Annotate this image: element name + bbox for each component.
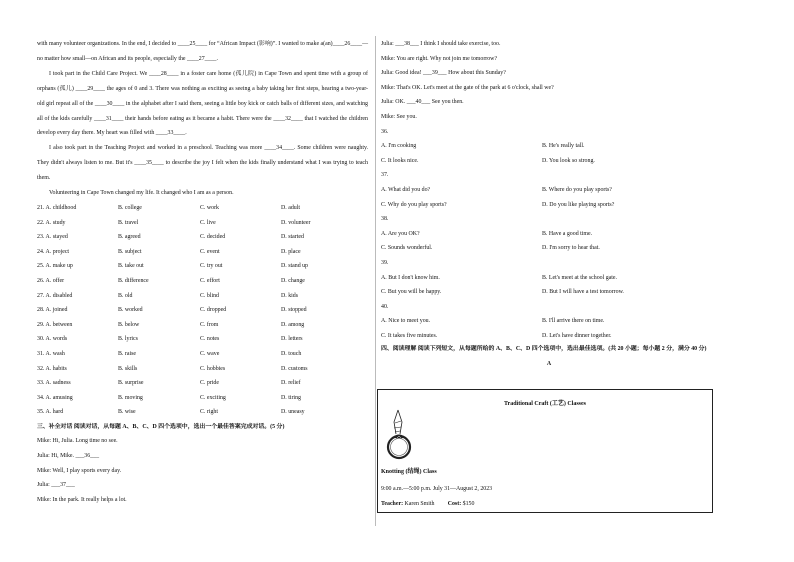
craft-name: Knotting (结绳) Class bbox=[381, 469, 437, 475]
option: C. Why do you play sports? bbox=[381, 201, 447, 208]
option-row-26 bbox=[37, 274, 368, 289]
cloze-options bbox=[37, 201, 368, 420]
option: D. kids bbox=[281, 292, 299, 299]
option: B. skills bbox=[118, 365, 138, 372]
option: B. lyrics bbox=[118, 336, 138, 343]
option-row-29 bbox=[37, 318, 368, 333]
dialogue-line: Mike: In the park. It really helps a lot. bbox=[37, 496, 127, 503]
option: A. But I don't know him. bbox=[381, 274, 440, 281]
dialogue-line: Julia: OK. ___40___ See you then. bbox=[381, 99, 464, 106]
option: C. try out bbox=[200, 263, 223, 270]
passage-paragraph-2: I took part in the Child Care Project. We ____28____ in a foster care home (孤儿院) in Cape Town and spent time with a group of orphans (孤儿) ____29____ the ages of 0 and 3. There was nothing as exciting as seeing a baby taking her first steps, hearing a two-year-old girl repeat all of the ____30____ in the alphabet after I said them, seeing a little boy kick or catch balls of different sizes, and watching all of the kids carefully ____31____ their hands before eating as it became a habit. There were the ____32____ that I watched the children develop every day there. My heart was filled with ____33____. bbox=[37, 70, 368, 137]
option: D. touch bbox=[281, 350, 302, 357]
option: C. live bbox=[200, 219, 216, 226]
option: C. blind bbox=[200, 292, 219, 299]
option: D. adult bbox=[281, 204, 300, 211]
option: D. Do you like playing sports? bbox=[542, 201, 615, 208]
option: B. wise bbox=[118, 409, 136, 416]
option-row bbox=[381, 139, 717, 154]
option: 24. A. project bbox=[37, 248, 70, 255]
teacher-cost-line bbox=[381, 501, 474, 507]
option-row-33 bbox=[37, 376, 368, 391]
cost-label: Cost: bbox=[447, 501, 462, 507]
option-row bbox=[381, 285, 717, 300]
option: C. decided bbox=[200, 234, 226, 241]
option: D. change bbox=[281, 277, 305, 284]
option-row bbox=[381, 271, 717, 286]
option-row-32 bbox=[37, 362, 368, 377]
option: D. letters bbox=[281, 336, 303, 343]
option: 22. A. study bbox=[37, 219, 66, 226]
option-row-22 bbox=[37, 216, 368, 231]
option-row bbox=[381, 198, 717, 213]
option: D. You look so strong. bbox=[542, 157, 595, 164]
dialogue-line: Julia: ___37___ bbox=[37, 482, 75, 489]
passage-paragraph-3: I also took part in the Teaching Project and worked in a preschool. Teaching was more ____34____. Some children were naughty. They didn't always listen to me. But it's ____35____ to describe the joy I felt when the kids finally understand what I was trying to teach them. bbox=[37, 145, 368, 182]
option: C. exciting bbox=[200, 394, 226, 401]
option: B. He's really tall. bbox=[542, 143, 585, 150]
option-row bbox=[381, 154, 717, 169]
option: 27. A. disabled bbox=[37, 292, 73, 299]
right-column bbox=[381, 37, 717, 372]
option: A. What did you do? bbox=[381, 186, 431, 193]
option: B. Where do you play sports? bbox=[542, 186, 612, 193]
option: A. Nice to meet you. bbox=[381, 318, 431, 325]
dialogue-line: Mike: That's OK. Let's meet at the gate of the park at 6 o'clock, shall we? bbox=[381, 84, 554, 91]
option-row-23 bbox=[37, 230, 368, 245]
option-row-28 bbox=[37, 303, 368, 318]
option: 23. A. stayed bbox=[37, 234, 68, 241]
option: 28. A. joined bbox=[37, 307, 68, 314]
option: D. Let's have dinner together. bbox=[542, 332, 612, 339]
option: B. raise bbox=[118, 350, 136, 357]
section-4-heading: 四、阅读理解 阅读下列短文，从每题所给的 A、B、C、D 四个选项中，选出最佳选项。(共 20 小题；每小题 2 分，满分 40 分) bbox=[381, 346, 707, 353]
option: D. started bbox=[281, 234, 304, 241]
teacher-label: Teacher: bbox=[381, 501, 404, 507]
option-row-24 bbox=[37, 245, 368, 260]
option: C. notes bbox=[200, 336, 220, 343]
dialogue-line: Julia: Hi, Mike. ___36___ bbox=[37, 453, 100, 460]
option-row-27 bbox=[37, 289, 368, 304]
passage-label: A bbox=[546, 360, 552, 367]
option-row bbox=[381, 183, 717, 198]
option: D. stopped bbox=[281, 307, 307, 314]
option: D. place bbox=[281, 248, 301, 255]
option: D. stand up bbox=[281, 263, 308, 270]
option: B. worked bbox=[118, 307, 143, 314]
option: 31. A. wash bbox=[37, 350, 65, 357]
craft-class-ad bbox=[377, 389, 713, 513]
option: C. right bbox=[200, 409, 218, 416]
dialogue-line: Julia: ___38___ I think I should take exercise, too. bbox=[381, 41, 501, 47]
left-column bbox=[37, 37, 368, 507]
option: B. difference bbox=[118, 277, 149, 284]
dialogue-line: Julia: Good idea! ___39___ How about this Sunday? bbox=[381, 70, 506, 77]
option: 30. A. words bbox=[37, 336, 68, 343]
option: B. surprise bbox=[118, 380, 144, 387]
option: C. pride bbox=[200, 380, 219, 387]
option: D. But I will have a test tomorrow. bbox=[542, 289, 624, 296]
option: D. I'm sorry to hear that. bbox=[542, 245, 600, 252]
option: B. college bbox=[118, 204, 142, 211]
option-row-35 bbox=[37, 405, 368, 420]
ad-title: Traditional Craft (工艺) Classes bbox=[503, 401, 587, 407]
dialogue-line: Mike: See you. bbox=[381, 113, 417, 120]
option: C. But you will be happy. bbox=[381, 289, 442, 296]
question-number: 37. bbox=[381, 172, 389, 179]
option: C. It looks nice. bbox=[381, 157, 419, 164]
question-number: 38. bbox=[381, 216, 389, 223]
option: 33. A. sadness bbox=[37, 380, 71, 387]
option: C. effort bbox=[200, 277, 220, 284]
option: 32. A. habits bbox=[37, 365, 67, 372]
passage-paragraph-1: with many volunteer organizations. In the end, I decided to ____25____ for “African Impact (影响)”. I wanted to make a(an)____26____—no matter how small—on African and its people, especially the ____27____. bbox=[37, 41, 368, 62]
option: B. take out bbox=[118, 263, 144, 270]
option: 26. A. offer bbox=[37, 277, 65, 284]
option: C. wave bbox=[200, 350, 220, 357]
option: B. below bbox=[118, 321, 140, 328]
option: C. dropped bbox=[200, 307, 227, 314]
question-number: 36. bbox=[381, 128, 389, 135]
teacher-name: Karen Smith bbox=[404, 501, 435, 507]
dialogue-line: Mike: Hi, Julia. Long time no see. bbox=[37, 438, 118, 445]
option: C. event bbox=[200, 248, 220, 255]
option: D. uneasy bbox=[281, 409, 305, 416]
question-number: 39. bbox=[381, 259, 389, 266]
option-row bbox=[381, 314, 717, 329]
option-row-25 bbox=[37, 259, 368, 274]
option: B. Let's meet at the school gate. bbox=[542, 274, 617, 281]
option: D. relief bbox=[281, 380, 301, 387]
option: B. travel bbox=[118, 219, 139, 226]
passage-paragraph-4: Volunteering in Cape Town changed my life. It changed who I am as a person. bbox=[49, 190, 234, 197]
option-row-21 bbox=[37, 201, 368, 216]
option: A. I'm cooking bbox=[381, 143, 417, 150]
section-3-heading: 三、补全对话 阅读对话，从每题 A、B、C、D 四个选项中，选出一个最佳答案完成对话。(5 分) bbox=[37, 423, 285, 430]
dialogue-line: Mike: Well, I play sports every day. bbox=[37, 467, 122, 474]
option: C. It takes five minutes. bbox=[381, 332, 438, 339]
option: D. customs bbox=[281, 365, 308, 372]
option: 29. A. between bbox=[37, 321, 73, 328]
option: C. hobbies bbox=[200, 365, 226, 372]
option: D. tiring bbox=[281, 394, 301, 401]
option: C. Sounds wonderful. bbox=[381, 245, 433, 252]
option: B. old bbox=[118, 292, 133, 299]
cost-value: $150 bbox=[462, 501, 475, 507]
option-row-31 bbox=[37, 347, 368, 362]
option: A. Are you OK? bbox=[381, 230, 420, 237]
option: 21. A. childhood bbox=[37, 204, 77, 211]
option-row-34 bbox=[37, 391, 368, 406]
option: D. volunteer bbox=[281, 219, 311, 226]
option: 35. A. hard bbox=[37, 409, 64, 416]
option-row-30 bbox=[37, 332, 368, 347]
column-divider bbox=[375, 36, 376, 526]
option: B. subject bbox=[118, 248, 142, 255]
option: 25. A. make up bbox=[37, 263, 73, 270]
option: C. work bbox=[200, 204, 219, 211]
question-number: 40. bbox=[381, 303, 389, 310]
class-time: 9:00 a.m.—5:00 p.m. July 31—August 2, 2023 bbox=[381, 486, 493, 492]
option: 34. A. amusing bbox=[37, 394, 73, 401]
option: B. I'll arrive there on time. bbox=[542, 318, 605, 325]
dialogue-line: Mike: You are right. Why not join me tomorrow? bbox=[381, 55, 498, 62]
option-row bbox=[381, 241, 717, 256]
option: B. agreed bbox=[118, 234, 141, 241]
option-row bbox=[381, 227, 717, 242]
option: D. among bbox=[281, 321, 305, 328]
option: C. from bbox=[200, 321, 219, 328]
option: B. moving bbox=[118, 394, 143, 401]
knot-ornament-icon bbox=[384, 408, 420, 462]
option-row bbox=[381, 329, 717, 344]
option: B. Have a good time. bbox=[542, 230, 593, 237]
